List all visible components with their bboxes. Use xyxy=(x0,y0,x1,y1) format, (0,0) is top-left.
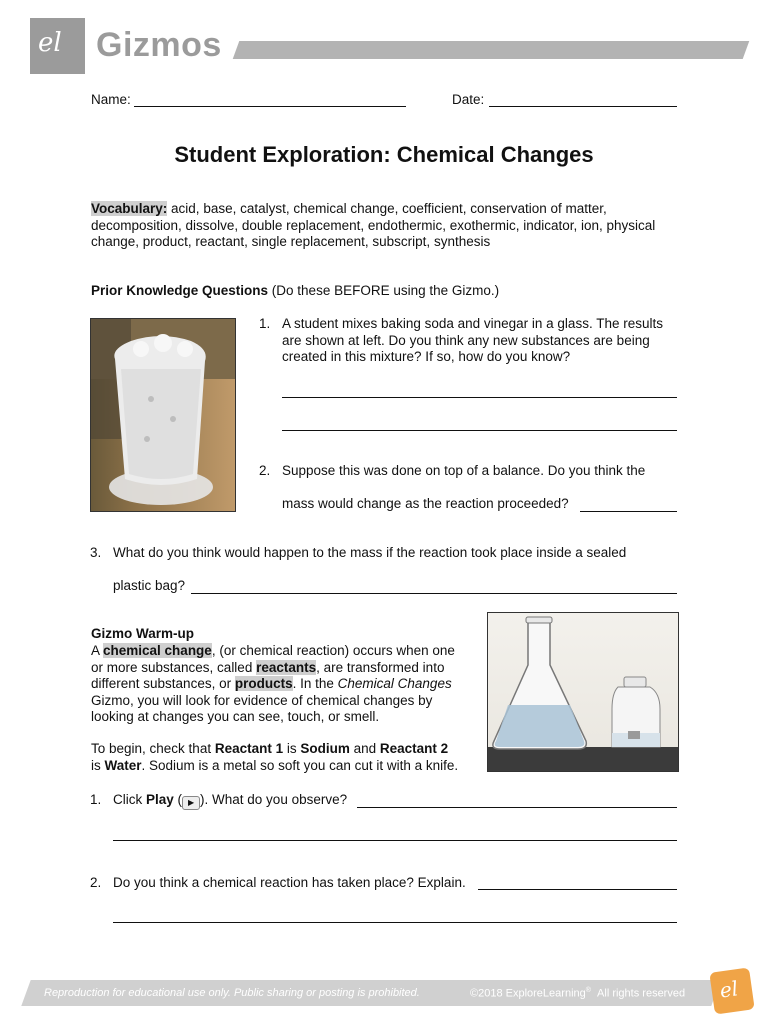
wu-c: or more substances, called xyxy=(91,659,257,675)
q2-line-1: Suppose this was done on top of a balance. Do you think the xyxy=(282,463,646,478)
wu-f: . In the xyxy=(292,676,338,691)
gizmo-name: Chemical Changes xyxy=(337,676,452,691)
footer-logo-mark: el xyxy=(718,976,740,1003)
q1-line-1: A student mixes baking soda and vinegar in a glass. The results xyxy=(282,316,663,331)
w1-answer-line-1[interactable] xyxy=(357,807,677,808)
q3-number: 3. xyxy=(90,545,102,560)
prior-knowledge-heading xyxy=(91,283,499,298)
q2-answer-line[interactable] xyxy=(580,511,677,512)
flask-illustration xyxy=(487,612,679,772)
warmup-heading-text: Gizmo Warm-up xyxy=(91,626,194,641)
gizmos-logo xyxy=(30,18,85,74)
vocabulary-label: Vocabulary: xyxy=(91,201,168,216)
q1-answer-line-2[interactable] xyxy=(282,430,677,431)
name-label: Name: xyxy=(91,92,131,107)
play-label: Play xyxy=(146,792,174,807)
q1-number: 1. xyxy=(259,316,271,331)
w2-answer-line-1[interactable] xyxy=(478,889,677,890)
wu-j: is xyxy=(283,741,301,756)
term-products: products xyxy=(234,676,293,691)
play-icon: ▶ xyxy=(182,796,200,810)
name-field[interactable] xyxy=(134,106,406,107)
wu-b: , (or chemical reaction) occurs when one xyxy=(211,643,455,658)
sodium: Sodium xyxy=(300,741,350,756)
w2-answer-line-2[interactable] xyxy=(113,922,677,923)
warmup-paragraph xyxy=(91,643,481,726)
wu-l: is xyxy=(91,757,105,773)
w1-answer-line-2[interactable] xyxy=(113,840,677,841)
question-1 xyxy=(282,316,682,366)
q3-line-2: plastic bag? xyxy=(113,578,186,593)
warmup-instructions xyxy=(91,741,481,774)
q1-line-3: created in this mixture? If so, how do you know? xyxy=(282,349,571,364)
w1-number: 1. xyxy=(90,792,102,807)
q2-number: 2. xyxy=(259,463,271,478)
registered-mark: ® xyxy=(585,987,591,994)
w1-b: ( xyxy=(173,792,183,807)
q3-line-1: What do you think would happen to the mass if the reaction took place inside a sealed xyxy=(113,545,627,560)
vocabulary xyxy=(91,201,691,251)
reactant-1: Reactant 1 xyxy=(214,741,284,756)
copyright-text: ©2018 ExploreLearning xyxy=(470,987,586,1000)
wu-d: , are transformed into xyxy=(316,659,445,675)
q1-line-2: are shown at left. Do you think any new substances are being xyxy=(282,332,650,348)
warmup-question-2: Do you think a chemical reaction has taken place? Explain. xyxy=(113,875,466,890)
q1-answer-line-1[interactable] xyxy=(282,397,677,398)
wu-i: To begin, check that xyxy=(91,741,215,756)
w2-number: 2. xyxy=(90,875,102,890)
warmup-question-1 xyxy=(113,792,347,810)
water: Water xyxy=(104,757,142,773)
header-bar xyxy=(233,41,750,59)
wu-h: looking at changes you can see, touch, or smell. xyxy=(91,709,380,724)
wu-g: Gizmo, you will look for evidence of chemical changes by xyxy=(91,692,433,708)
wu-a: A xyxy=(91,643,104,658)
footer-copyright xyxy=(470,987,685,1000)
wu-m: . Sodium is a metal so soft you can cut it with a knife. xyxy=(141,757,459,773)
prior-note: (Do these BEFORE using the Gizmo.) xyxy=(271,283,500,298)
q3-answer-line[interactable] xyxy=(191,593,677,594)
term-chemical-change: chemical change xyxy=(103,643,212,658)
w1-c: ). What do you observe? xyxy=(200,792,348,807)
reactant-2: Reactant 2 xyxy=(379,741,449,756)
brand-name: Gizmos xyxy=(96,26,222,64)
rights-text: All rights reserved xyxy=(597,987,686,1000)
date-field[interactable] xyxy=(489,106,677,107)
term-reactants: reactants xyxy=(256,659,317,675)
vocab-line-1: acid, base, catalyst, chemical change, coefficient, conservation of matter, xyxy=(171,201,607,216)
baking-soda-glass-photo xyxy=(90,318,236,512)
footer-disclaimer: Reproduction for educational use only. Public sharing or posting is prohibited. xyxy=(44,987,420,999)
w1-a: Click xyxy=(113,792,146,807)
vocab-line-2: decomposition, dissolve, double replacement, endothermic, exothermic, indicator, ion, physical xyxy=(91,217,656,233)
date-label: Date: xyxy=(452,92,485,107)
explorelearning-logo xyxy=(709,967,754,1014)
vocab-line-3: change, product, reactant, single replacement, subscript, synthesis xyxy=(91,234,491,249)
warmup-heading xyxy=(91,626,194,641)
logo-mark: el xyxy=(38,28,62,58)
q2-line-2: mass would change as the reaction proceeded? xyxy=(282,496,569,511)
prior-heading-text: Prior Knowledge Questions xyxy=(91,283,269,298)
page-title: Student Exploration: Chemical Changes xyxy=(174,142,594,167)
wu-k: and xyxy=(349,741,380,756)
wu-e: different substances, or xyxy=(91,676,235,691)
